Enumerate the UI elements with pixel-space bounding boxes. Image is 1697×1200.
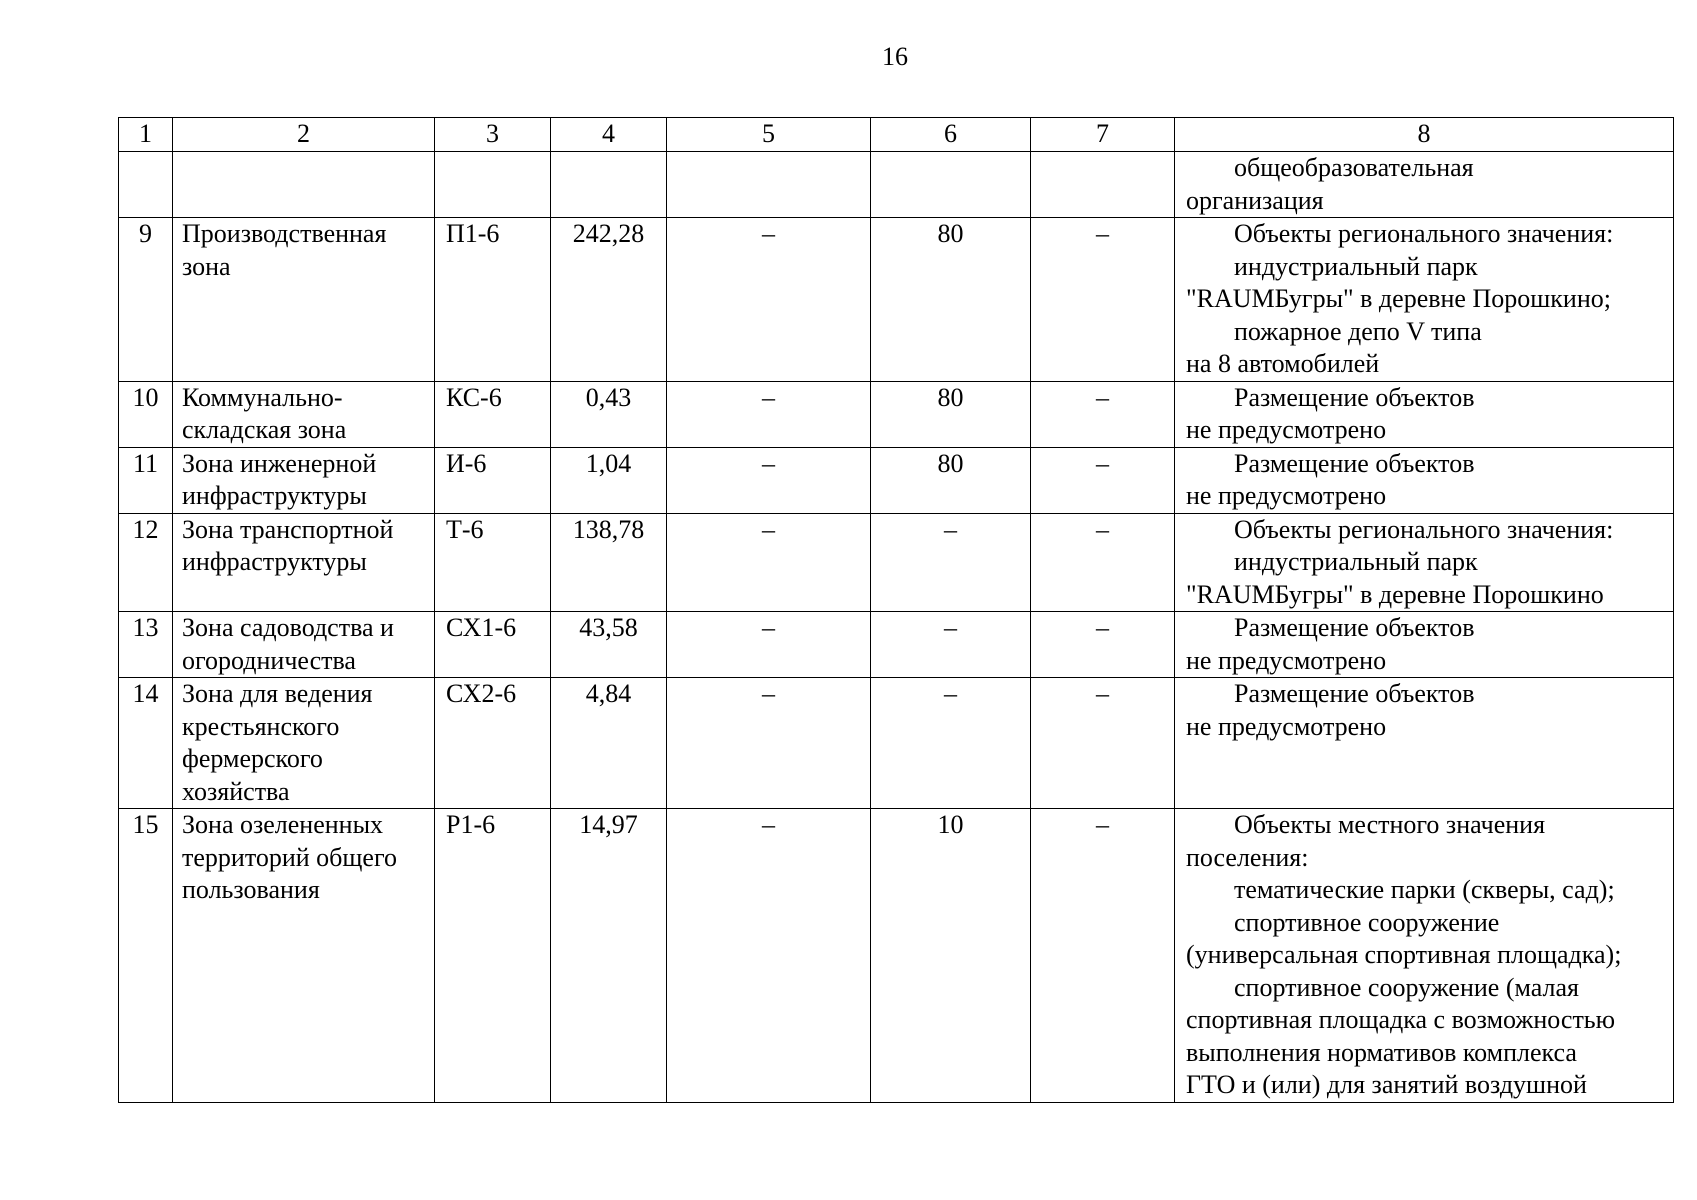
description-line: тематические парки (скверы, сад); (1234, 875, 1615, 904)
column-6-value (871, 152, 1031, 218)
header-cell: 8 (1175, 118, 1674, 152)
column-5-value: – (667, 218, 871, 382)
zone-code: КС-6 (435, 381, 551, 447)
zone-area: 4,84 (551, 678, 667, 809)
header-row (119, 118, 1674, 152)
column-7-value: – (1031, 447, 1175, 513)
table-row (119, 678, 1674, 809)
description-line: спортивное сооружение (1234, 907, 1500, 937)
objects-description (1175, 678, 1674, 809)
column-6-value: – (871, 513, 1031, 612)
row-number: 12 (119, 513, 173, 612)
zone-code: И-6 (435, 447, 551, 513)
description-line: индустриальный парк (1234, 547, 1478, 576)
zone-area: 1,04 (551, 447, 667, 513)
description-line: выполнения нормативов комплекса (1186, 1037, 1577, 1067)
column-7-value: – (1031, 612, 1175, 678)
description-line: Объекты местного значения (1234, 810, 1546, 839)
header-cell: 5 (667, 118, 871, 152)
zone-name: Зона транспортной инфраструктуры (173, 513, 435, 612)
zone-code: Т-6 (435, 513, 551, 612)
column-6-value: 80 (871, 218, 1031, 382)
description-line: Размещение объектов (1234, 679, 1475, 708)
description-line: спортивное сооружение (малая (1234, 972, 1579, 1002)
row-number: 15 (119, 809, 173, 1103)
zone-area: 242,28 (551, 218, 667, 382)
column-7-value: – (1031, 513, 1175, 612)
column-5-value: – (667, 513, 871, 612)
objects-description (1175, 152, 1674, 218)
row-number: 11 (119, 447, 173, 513)
objects-description (1175, 218, 1674, 382)
page-number: 16 (882, 42, 908, 71)
description-line: пожарное депо V типа (1234, 316, 1482, 346)
column-7-value: – (1031, 678, 1175, 809)
column-6-value: 80 (871, 381, 1031, 447)
column-6-value: – (871, 678, 1031, 809)
column-7-value: – (1031, 218, 1175, 382)
objects-description (1175, 809, 1674, 1103)
column-5-value: – (667, 381, 871, 447)
objects-description (1175, 381, 1674, 447)
header-cell: 2 (173, 118, 435, 152)
table-row (119, 612, 1674, 678)
description-line: не предусмотрено (1186, 711, 1387, 741)
zone-code: Р1-6 (435, 809, 551, 1103)
table-row (119, 381, 1674, 447)
zone-area: 0,43 (551, 381, 667, 447)
column-7-value: – (1031, 809, 1175, 1103)
zones-table (118, 117, 1674, 1103)
row-number (119, 152, 173, 218)
row-number: 10 (119, 381, 173, 447)
row-number: 9 (119, 218, 173, 382)
objects-description (1175, 612, 1674, 678)
description-line: поселения: (1186, 842, 1309, 872)
zone-area (551, 152, 667, 218)
column-5-value: – (667, 809, 871, 1103)
zone-name: Зона для ведения крестьянского фермерского хозяйства (173, 678, 435, 809)
column-7-value: – (1031, 381, 1175, 447)
description-line: Размещение объектов (1234, 448, 1475, 478)
zone-name (173, 152, 435, 218)
zone-name: Зона садоводства и огородничества (173, 612, 435, 678)
table-row (119, 447, 1674, 513)
column-5-value: – (667, 612, 871, 678)
row-number: 14 (119, 678, 173, 809)
zone-code: СХ2-6 (435, 678, 551, 809)
column-6-value: 10 (871, 809, 1031, 1103)
header-cell: 4 (551, 118, 667, 152)
description-line: (универсальная спортивная площадка); (1186, 940, 1622, 969)
zone-name: Коммунально-складская зона (173, 381, 435, 447)
table-row (119, 809, 1674, 1103)
description-line: индустриальный парк (1234, 251, 1478, 281)
table-row (119, 513, 1674, 612)
zone-name: Зона инженерной инфраструктуры (173, 447, 435, 513)
description-line: не предусмотрено (1186, 481, 1387, 510)
column-7-value (1031, 152, 1175, 218)
description-line: ГТО и (или) для занятий воздушной (1186, 1070, 1587, 1099)
description-line: на 8 автомобилей (1186, 349, 1380, 378)
zone-code (435, 152, 551, 218)
zone-name: Производственная зона (173, 218, 435, 382)
description-line: Объекты регионального значения: (1234, 219, 1614, 248)
header-cell: 3 (435, 118, 551, 152)
objects-description (1175, 513, 1674, 612)
zone-name: Зона озелененных территорий общего пользования (173, 809, 435, 1103)
column-6-value: 80 (871, 447, 1031, 513)
zone-area: 43,58 (551, 612, 667, 678)
description-line: Объекты регионального значения: (1234, 514, 1614, 544)
header-cell: 1 (119, 118, 173, 152)
table-row (119, 152, 1674, 218)
column-5-value: – (667, 678, 871, 809)
description-line: "RAUMБугры" в деревне Порошкино; (1186, 284, 1611, 313)
description-line: не предусмотрено (1186, 645, 1387, 675)
zone-code: П1-6 (435, 218, 551, 382)
column-5-value (667, 152, 871, 218)
description-line: общеобразовательная (1234, 153, 1474, 182)
description-line: спортивная площадка с возможностью (1186, 1005, 1616, 1034)
table-row (119, 218, 1674, 382)
column-6-value: – (871, 612, 1031, 678)
header-cell: 7 (1031, 118, 1175, 152)
description-line: не предусмотрено (1186, 415, 1387, 444)
description-line: "RAUMБугры" в деревне Порошкино (1186, 579, 1604, 609)
zone-area: 138,78 (551, 513, 667, 612)
objects-description (1175, 447, 1674, 513)
description-line: Размещение объектов (1234, 382, 1475, 412)
zone-area: 14,97 (551, 809, 667, 1103)
description-line: Размещение объектов (1234, 613, 1475, 642)
zone-code: СХ1-6 (435, 612, 551, 678)
column-5-value: – (667, 447, 871, 513)
header-cell: 6 (871, 118, 1031, 152)
row-number: 13 (119, 612, 173, 678)
description-line: организация (1186, 185, 1324, 215)
